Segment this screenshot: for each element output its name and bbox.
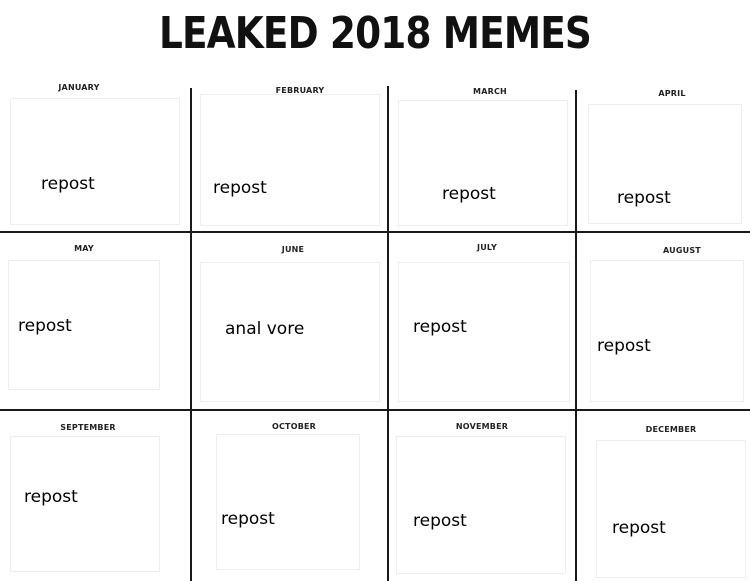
grid-divider <box>0 231 750 233</box>
grid-divider <box>387 86 389 581</box>
month-label: JULY <box>477 243 497 252</box>
month-label: AUGUST <box>663 246 701 255</box>
meme-caption: repost <box>612 518 666 538</box>
image-frame <box>590 260 744 402</box>
meme-caption: anal vore <box>225 319 305 339</box>
month-label: DECEMBER <box>645 425 697 434</box>
image-frame <box>200 94 380 226</box>
month-label: APRIL <box>658 89 686 98</box>
image-frame <box>396 436 566 574</box>
month-label: JUNE <box>281 245 305 254</box>
meme-caption: repost <box>41 174 95 194</box>
page-title: LEAKED 2018 MEMES <box>158 8 592 59</box>
image-frame <box>596 440 746 578</box>
month-label: SEPTEMBER <box>60 423 116 432</box>
image-frame <box>216 434 360 570</box>
month-label: FEBRUARY <box>275 86 325 95</box>
month-label: MAY <box>74 244 94 253</box>
image-frame <box>10 98 180 225</box>
meme-caption: repost <box>18 316 72 336</box>
grid-divider <box>0 409 750 411</box>
meme-caption: repost <box>413 511 467 531</box>
meme-caption: repost <box>24 487 78 507</box>
month-label: MARCH <box>473 87 507 96</box>
meme-caption: repost <box>213 178 267 198</box>
grid-divider <box>575 90 577 581</box>
meme-caption: repost <box>442 184 496 204</box>
image-frame <box>398 100 568 226</box>
month-label: JANUARY <box>58 83 100 92</box>
meme-caption: repost <box>597 336 651 356</box>
meme-caption: repost <box>221 509 275 529</box>
month-label: OCTOBER <box>271 422 317 431</box>
month-label: NOVEMBER <box>455 422 509 431</box>
meme-caption: repost <box>617 188 671 208</box>
grid-divider <box>190 88 192 581</box>
meme-caption: repost <box>413 317 467 337</box>
